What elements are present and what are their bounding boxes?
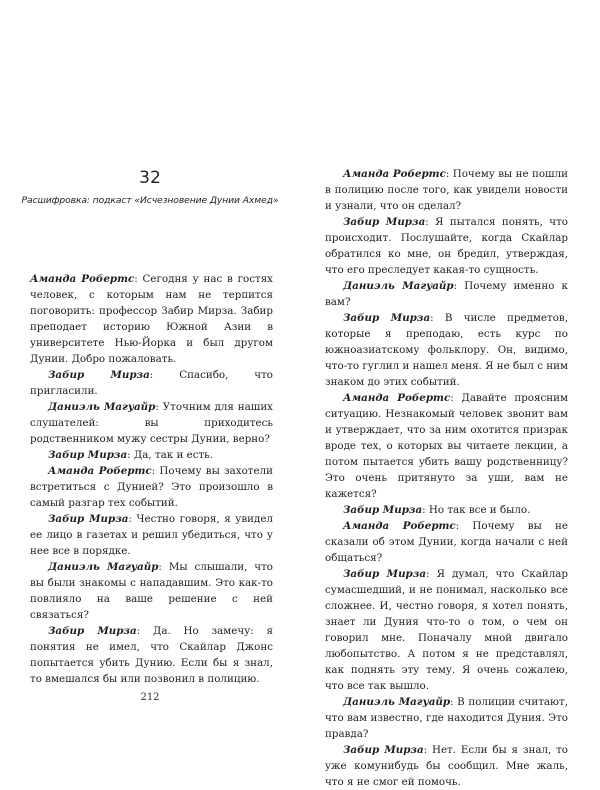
speaker-name: Даниэль Магуайр — [343, 280, 454, 292]
speaker-name: Забир Мирза — [48, 369, 150, 381]
speech-text: : В числе предметов, которые я преподаю, есть курс по южноазиатскому фольклору. Он, видимо, что-то гуглил и нашел меня. Я не был с ним знаком до этих событий. — [325, 312, 568, 388]
speech-text: : Нет. Если бы я знал, то уже комунибудь бы сообщил. Мне жаль, что я не смог ей помочь. — [325, 744, 568, 788]
speech-text: : Но так все и было. — [422, 504, 531, 516]
paragraph — [30, 511, 273, 559]
right-page — [300, 0, 600, 788]
speech-text: : Да. Но замечу: я понятия не имел, что Скайлар Джонс попытается убить Дунию. Если бы я знал, то вмешался бы или позвонил в полицию. — [30, 625, 273, 685]
chapter-number: 32 — [139, 168, 161, 188]
speaker-name: Забир Мирза — [48, 449, 128, 461]
paragraph — [325, 278, 568, 310]
paragraph — [30, 447, 273, 463]
paragraph — [325, 502, 568, 518]
speech-text: : Почему вы захотели встретиться с Дунией? Это произошло в самый разгар тех событий. — [30, 465, 273, 509]
speaker-name: Даниэль Магуайр — [343, 696, 451, 708]
paragraph — [325, 742, 568, 790]
speaker-name: Аманда Робертс — [343, 520, 456, 532]
chapter-subtitle: Расшифровка: подкаст «Исчезновение Дунии Ахмед» — [21, 195, 279, 206]
paragraph — [325, 214, 568, 278]
left-page — [0, 0, 300, 750]
paragraph — [30, 399, 273, 447]
speech-text: : Честно говоря, я увидел ее лицо в газетах и решил убедиться, что у нее все в порядке. — [30, 513, 273, 557]
speech-text: : Сегодня у нас в гостях человек, с которым нам не терпится поговорить: профессор Забир Мирза. Забир преподает историю Южной Азии в университете Нью-Йорка и был другом Дунии. Добро пожаловать. — [30, 273, 273, 365]
speech-text: : Спасибо, что пригласили. — [30, 369, 273, 397]
paragraph — [30, 271, 273, 367]
paragraph — [325, 310, 568, 390]
page-number: 212 — [140, 692, 160, 703]
speech-text: : Почему вы не пошли в полицию после того, как увидели новости и узнали, что он сделал? — [325, 168, 569, 212]
speech-text: : Почему вы не сказали об этом Дунии, когда начали с ней общаться? — [325, 520, 568, 564]
speaker-name: Аманда Робертс — [343, 392, 451, 404]
paragraph — [30, 623, 273, 687]
speech-text: : Я думал, что Скайлар сумасшедший, и не понимал, насколько все сложнее. И, честно говоря, я хотел понять, знает ли Дуния что-то о том, о чем он говорил мне. Поначалу мной двигало любопытство. А потом я не представлял, как поднять эту тему. Я очень сожалею, что все так вышло. — [325, 568, 568, 692]
paragraph — [30, 367, 273, 399]
speech-text: : Почему именно к вам? — [325, 280, 568, 308]
speaker-name: Даниэль Магуайр — [48, 561, 159, 573]
paragraph — [325, 566, 568, 694]
paragraph — [30, 463, 273, 511]
left-page-text — [30, 271, 273, 687]
paragraph — [30, 559, 273, 623]
speaker-name: Забир Мирза — [343, 744, 424, 756]
speaker-name: Забир Мирза — [343, 216, 426, 228]
speaker-name: Забир Мирза — [343, 504, 423, 516]
speaker-name: Аманда Робертс — [48, 465, 152, 477]
speaker-name: Даниэль Магуайр — [48, 401, 156, 413]
speaker-name: Забир Мирза — [48, 513, 129, 525]
speech-text: : В полиции считают, что вам известно, где находится Дуния. Это правда? — [325, 696, 568, 740]
paragraph — [325, 166, 568, 214]
speech-text: : Я пытался понять, что происходит. Послушайте, когда Скайлар обратился ко мне, он бредил, утверждая, что его преследует какая-то сущность. — [325, 216, 568, 276]
speech-text: : Уточним для наших слушателей: вы приходитесь родственником мужу сестры Дунии, верно? — [30, 401, 273, 445]
speaker-name: Аманда Робертс — [30, 273, 135, 285]
speaker-name: Забир Мирза — [343, 312, 431, 324]
speaker-name: Забир Мирза — [48, 625, 137, 637]
speech-text: : Да, так и есть. — [127, 449, 214, 461]
paragraph — [325, 390, 568, 502]
right-page-text — [325, 166, 568, 790]
speaker-name: Забир Мирза — [343, 568, 426, 580]
speech-text: : Мы слышали, что вы были знакомы с нападавшим. Это как-то повлияло на ваше решение с ней связаться? — [30, 561, 274, 621]
speech-text: : Давайте проясним ситуацию. Незнакомый человек звонит вам и утверждает, что за ним охотится призрак вроде тех, о которых вы читаете лекции, а потом пытается убить вашу родственницу? Это очень притянуто за уши, вам не кажется? — [325, 392, 568, 500]
speaker-name: Аманда Робертс — [343, 168, 446, 180]
paragraph — [325, 694, 568, 742]
paragraph — [325, 518, 568, 566]
